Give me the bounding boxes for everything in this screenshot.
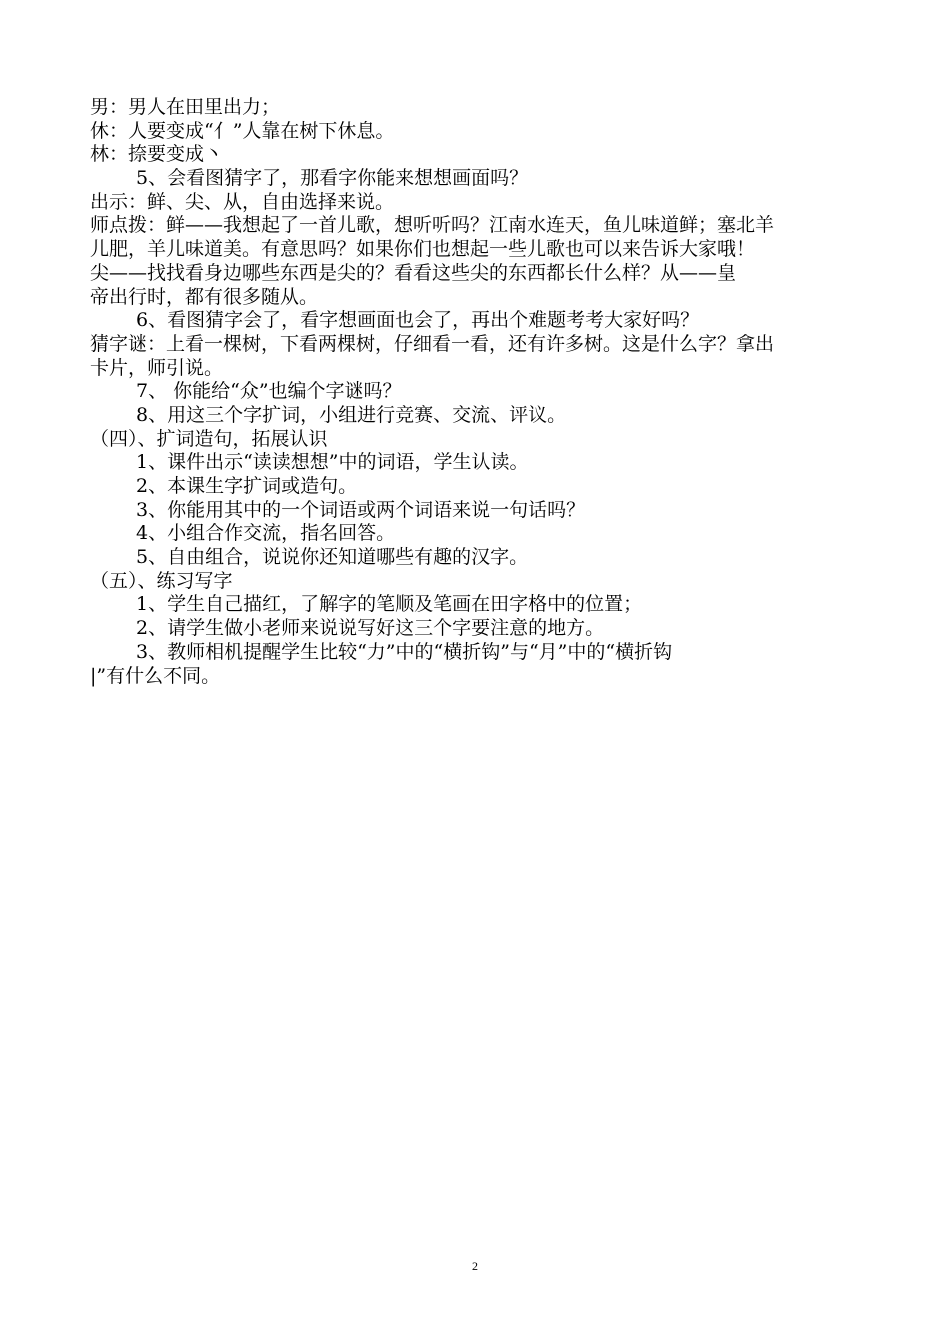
section-heading: （四）、扩词造句，拓展认识 xyxy=(90,427,328,450)
text-line: 2、请学生做小老师来说说写好这三个字要注意的地方。 xyxy=(136,617,605,640)
text-line: 2、本课生字扩词或造句。 xyxy=(136,475,358,497)
text-line: 8、用这三个字扩词，小组进行竞赛、交流、评议。 xyxy=(136,403,567,426)
text-line: 1、学生自己描红，了解字的笔顺及笔画在田字格中的位置； xyxy=(136,593,643,616)
text-line: 5、会看图猜字了，那看字你能来想想画面吗？ xyxy=(136,167,529,190)
page-number: 2 xyxy=(472,1259,478,1273)
text-line: 儿肥，羊儿味道美。有意思吗？如果你们也想起一些儿歌也可以来告诉大家哦！ xyxy=(90,238,756,261)
text-line: 6、看图猜字会了，看字想画面也会了，再出个难题考考大家好吗？ xyxy=(136,309,700,332)
text-line: 出示：鲜、尖、从，自由选择来说。 xyxy=(90,190,395,213)
text-line: 4、小组合作交流，指名回答。 xyxy=(136,522,396,545)
text-line: 休：人要变成“亻”人靠在树下休息。 xyxy=(90,119,395,142)
text-line: 3、教师相机提醒学生比较“力”中的“横折钩”与“月”中的“横折钩 xyxy=(136,640,673,663)
document-body xyxy=(90,96,870,688)
text-line: |”有什么不同。 xyxy=(90,664,221,687)
text-line: 3、你能用其中的一个词语或两个词语来说一句话吗？ xyxy=(136,498,586,521)
text-line: 师点拨：鲜——我想起了一首儿歌，想听听吗？江南水连天，鱼儿味道鲜；塞北羊 xyxy=(90,214,775,237)
text-line: 7、 你能给“众”也编个字谜吗？ xyxy=(136,380,402,403)
section-heading: （五）、练习写字 xyxy=(90,569,233,592)
text-line: 1、课件出示“读读想想”中的词语，学生认读。 xyxy=(136,451,529,474)
text-line: 尖——找找看身边哪些东西是尖的？看看这些尖的东西都长什么样？从——皇 xyxy=(90,261,737,284)
text-line: 5、自由组合，说说你还知道哪些有趣的汉字。 xyxy=(136,546,529,569)
text-line: 男：男人在田里出力； xyxy=(90,96,281,118)
text-line: 猜字谜：上看一棵树，下看两棵树，仔细看一看，还有许多树。这是什么字？拿出 xyxy=(90,332,775,355)
text-line: 卡片，师引说。 xyxy=(90,356,224,379)
text-line: 帝出行时，都有很多随从。 xyxy=(90,285,319,308)
text-line: 林：捺要变成丶 xyxy=(90,143,224,166)
